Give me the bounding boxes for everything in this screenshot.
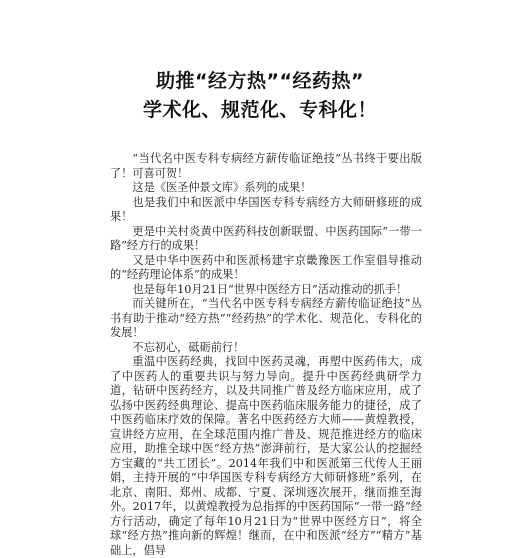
paragraph: 也是我们中和医派中华国医专科专病经方大师研修班的成果！ bbox=[110, 195, 422, 223]
page-title-line-2: 学术化、规范化、专科化！ bbox=[142, 99, 377, 121]
paragraph: 又是中华中医药中和医派杨建宇京畿豫医工作室倡导推动的“经药理论体系”的成果！ bbox=[110, 253, 422, 281]
paragraph: 也是每年10月21日“世界中医经方日”活动推动的抓手！ bbox=[132, 282, 408, 296]
body-text bbox=[110, 152, 422, 558]
paragraph: 更是中关村炎黄中医药科技创新联盟、中医药国际“一带一路”经方行的成果！ bbox=[110, 224, 422, 252]
paragraph: 而关键所在，“当代名中医专科专病经方薪传临证绝技”丛书有助于推动“经方热”“经药热”的学术化、规范化、专科化的发展！ bbox=[110, 297, 422, 339]
paragraph: 不忘初心，砥砺前行！ bbox=[132, 340, 245, 354]
paragraph: “当代名中医专科专病经方薪传临证绝技”丛书终于要出版了！可喜可贺！ bbox=[110, 152, 422, 180]
paragraph: 重温中医药经典，找回中医药灵魂，再塑中医药伟大，成了中医药人的重要共识与努力导向。提升中医药经典研学力道，钻研中医药经方，以及共同推广普及经方临床应用，成了弘扬中医药经典理论、提高中医药临床服务能力的捷径，成了中医药临床疗效的保障。著名中医药经方大师——黄煌教授，宣讲经方应用，在全球范围内推广普及、规范推进经方的临床应用，助推全球中医“经方热”澎湃前行，是大家公认的挖掘经方宝藏的“共工团长”。2014年我们中和医派第三代传人王丽娟，主持开展的“中华国医专科专病经方大师研修班”系列，在北京、南阳、郑州、成都、宁夏、深圳逐次展开，继而推至海外。2017年，以黄煌教授为总指挥的中医药国际“一带一路”经方行活动，确定了每年10月21日为“世界中医经方日”，将全球“经方热”推向新的辉煌！继而，在中和医派“经方”“精方”基础上，倡导 bbox=[110, 355, 422, 557]
paragraph: 这是《医圣仲景文库》系列的成果！ bbox=[132, 181, 312, 194]
page-title-line-1: 助推“经方热”“经药热” bbox=[156, 70, 364, 92]
